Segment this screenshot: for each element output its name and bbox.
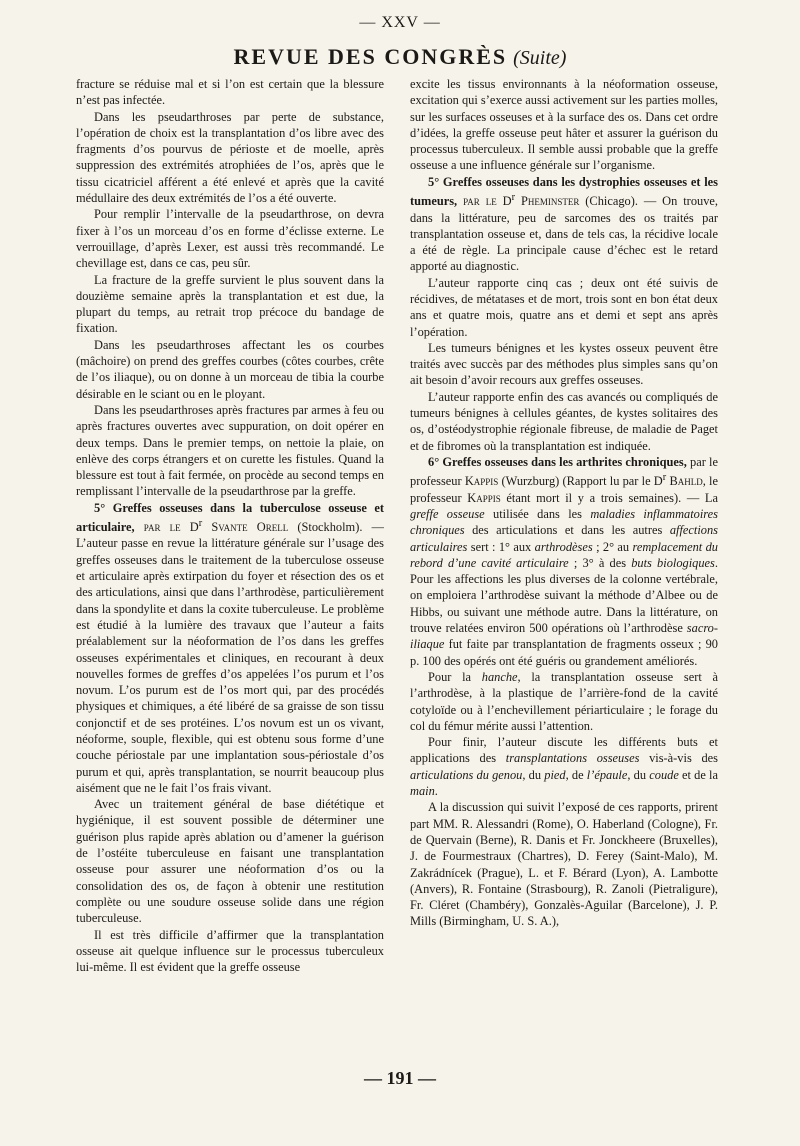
paragraph: Pour la hanche, la transplantation osseuse sert à l’arthrodèse, à la plastique de l’arrière-fond de la cavité cotyloïde ou à l’enchevillement périarticulaire ; le forage du col du fémur mérite aussi l’attention. [410, 669, 718, 733]
paragraph: Les tumeurs bénignes et les kystes osseux peuvent être traités avec succès par des méthodes plus simples sans qu’on ait besoin d’avoir recours aux greffes osseuses. [410, 340, 718, 388]
paragraph: L’auteur rapporte cinq cas ; deux ont été suivis de récidives, de métatases et de mort, trois sont en bon état deux ans et quatre mois, quatre ans et demi et sept ans après l’opération. [410, 275, 718, 339]
paragraph: fracture se réduise mal et si l’on est certain que la blessure n’est pas infectée. [76, 77, 384, 108]
paragraph: Il est très difficile d’affirmer que la transplantation osseuse ait quelque influence sur le processus tuberculeux lui-même. Il est évident que la greffe osseuse [76, 927, 384, 975]
paragraph: Dans les pseudarthroses après fractures par armes à feu ou après fractures ouvertes avec suppuration, on doit opérer en deux temps. Dans le premier temps, on nettoie la plaie, on enlève des corps étrangers et on curette les fistules. Quand la blessure est tout à fait fermée, on procède au second temps en remplissant l’intervalle de la pseudarthrose par la greffe. [76, 402, 384, 499]
paragraph: L’auteur rapporte enfin des cas avancés ou compliqués de tumeurs bénignes à cellules géantes, de kystes solitaires des os, d’ostéodystrophie régionale fibreuse, de maladie de Paget et de fibromes où la transplantation est indiquée. [410, 389, 718, 453]
section-heading: 5° Greffes osseuses dans la tuberculose osseuse et articulaire, [76, 500, 384, 535]
page-number: — 191 — [364, 1068, 436, 1088]
author-name: Svante Orell [211, 520, 289, 535]
title-suite: (Suite) [513, 47, 567, 69]
section-heading: 5° Greffes osseuses dans les dystrophies osseuses et les tumeurs, [410, 174, 718, 209]
paragraph: Avec un traitement général de base diététique et hygiénique, il est souvent possible de déterminer une guérison plus rapide après ablation ou d’amener la guérison de l’ostéite tuberculeuse en faisant une transplantation osseuse pour assurer une néoformation d’os ou la consolidation des os, de façon à obtenir une restitution complète ou une soudure osseuse solide dans une région tuberculeuse. [76, 797, 384, 926]
author-name: Pheminster [520, 194, 580, 209]
section-heading: 6° Greffes osseuses dans les arthrites chroniques, [428, 454, 687, 469]
paragraph: Pour remplir l’intervalle de la pseudarthrose, on devra fixer à l’os un morceau d’os en forme d’éclisse externe. Le verrouillage, d’après Lexer, est aussi très recommandé. Le chevillage est, dans ce cas, peu sûr. [76, 207, 384, 271]
right-column [410, 76, 718, 1076]
paragraph: A la discussion qui suivit l’exposé de ces rapports, prirent part MM. R. Alessandri (Rome), O. Haberland (Cologne), Fr. de Quervain (Berne), R. Danis et Fr. Jonckheere (Bruxelles), J. de Fourmestraux (Chartres), D. Ferey (Saint-Malo), M. Zakrádnícek (Prague), L. et F. Bérard (Lyon), A. Lambotte (Anvers), R. Fontaine (Strasbourg), R. Zanoli (Pietraligure), Fr. Cléret (Chambéry), Gonzalès-Aguilar (Barcelone), J. P. Mills (Birmingham, U. S. A.), [410, 800, 718, 929]
paragraph: Dans les pseudarthroses affectant les os courbes (mâchoire) on prend des greffes courbes (côtes courbes, crête de l’os iliaque), ou on donne à un morceau de tibia la courbe désirable en le sciant ou en le ployant. [76, 337, 384, 401]
section-paragraph: 5° Greffes osseuses dans les dystrophies osseuses et les tumeurs, par le $D^r$ Pheminster (Chicago). — On trouve, dans la littérature, peu de sarcomes des os traités par transplantation osseuse et, dans de tels cas, la récidive locale a été de règle. La principale cause d’échec est le retard apporté au diagnostic. [410, 174, 718, 274]
section-paragraph: 6° Greffes osseuses dans les arthrites chroniques, par le professeur Kappis (Wurzburg) (Rapport lu par le $D^r$ Bahld, le professeur Kappis étant mort il y a trois semaines). — La greffe osseuse utilisée dans les maladies inflammatoires chroniques des articulations et dans les autres affections articulaires sert : 1° aux arthrodèses ; 2° au remplacement du rebord d’une cavité articulaire ; 3° à des buts biologiques. Pour les affections les plus diverses de la colonne vertébrale, on emploiera l’arthrodèse suivant la méthode d’Albee ou de Hibbs, ou suivant une méthode autre. Dans la littérature, on trouve relatées environ 500 opérations où l’arthrodèse sacro-iliaque fut faite par transplantation de fragments osseux ; 90 p. 100 des opérés ont été guéris ou grandement améliorés. [410, 454, 718, 668]
paragraph: Dans les pseudarthroses par perte de substance, l’opération de choix est la transplantation d’os libre avec des fragments d’os pourvus de périoste et de moelle, après suppression des extrémités atrophiées de l’os, après que le tissu cicatriciel afférent a été enlevé et après que la cavité médullaire des deux extrémités de l’os a été ouverte. [76, 109, 384, 206]
paragraph: La fracture de la greffe survient le plus souvent dans la douzième semaine après la transplantation et est due, la plupart du temps, au retrait trop précoce du bandage de fixation. [76, 272, 384, 336]
page-title [0, 44, 800, 70]
title-text: REVUE DES CONGRÈS [233, 44, 508, 69]
paragraph: Pour finir, l’auteur discute les différents buts et applications des transplantations osseuses vis-à-vis des articulations du genou, du pied, de l’épaule, du coude et de la main. [410, 735, 718, 799]
paragraph: excite les tissus environnants à la néoformation osseuse, excitation qui s’exerce aussi activement sur les parties molles, sur les surfaces osseuses et à la surface des os. Dans cet ordre d’idées, la greffe osseuse peut hâter et assurer la guérison du processus tuberculeux. Il semble aussi probable que la greffe osseuse a une influence générale sur l’organisme. [410, 77, 718, 173]
roman-page-number: — XXV — [359, 14, 441, 31]
left-column [76, 76, 384, 1076]
section-paragraph: 5° Greffes osseuses dans la tuberculose osseuse et articulaire, par le $D^r$ Svante Orell (Stockholm). — L’auteur passe en revue la littérature générale sur l’usage des greffes osseuses dans le traitement de la tuberculose osseuse et articulaire après extirpation du foyer et résection des os et des articulations, ainsi que dans l’arthrodèse, particulièrement dans la spondylite et dans la coxite tuberculeuse. Le problème est étudié à la lumière des travaux que l’auteur a faits préalablement sur la néoformation de l’os dans les greffes osseuses expérimentales et cliniques, en recourant à deux nouvelles formes de greffes d’os appelées l’os purum et l’os novum. L’os purum est de l’os mort qui, par des procédés physiques et chimiques, a été libéré de sa graisse de son tissu conjonctif et de ses protéines. L’os novum est un os vivant, néoforme, souple, flexible, qui est obtenu sous forme d’une couche périostale par une implantation sous-périostale d’os purum et qui, après transplantation, se nourrit beaucoup plus aisément que ne le fait l’os frais vivant. [76, 500, 384, 795]
